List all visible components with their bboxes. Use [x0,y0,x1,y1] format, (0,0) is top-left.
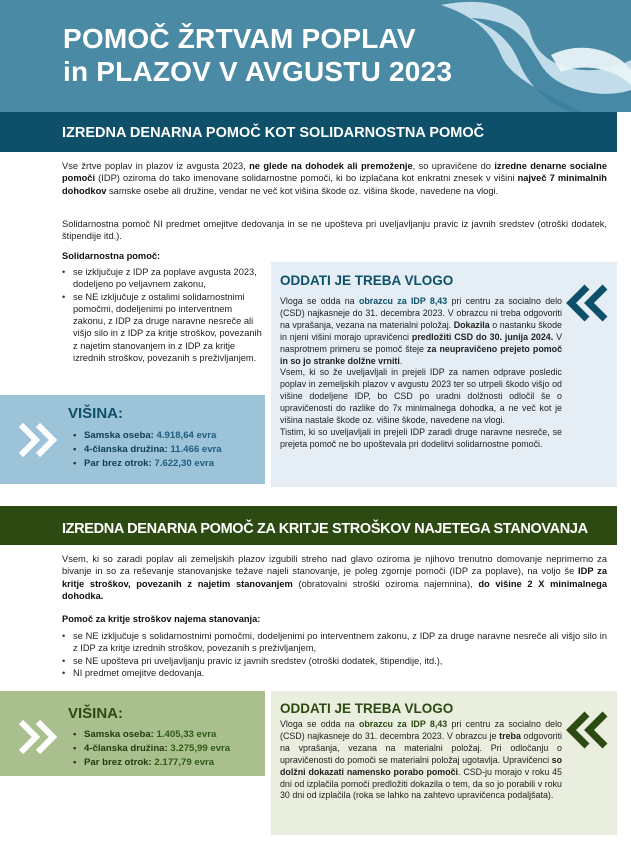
amount-label: 4-članska družina: [84,743,171,754]
list-item: • NI predmet omejitve dedovanja. [62,667,607,679]
text-bold: do višine 2 X minimalnega dohodka. [62,578,607,601]
double-chevron-right-icon [18,719,60,755]
amount-label: Samska oseba: [84,430,157,441]
text-span: o nastanku škode in njeni višini morajo upravičenci [280,319,562,342]
amount-value: 4.918,64 evra [156,430,217,441]
application-text [280,719,562,802]
list-heading-text: Pomoč za kritje stroškov najema stanovanja: [62,614,261,624]
amounts-list [73,728,230,770]
text-span: Vloga se odda na [280,719,359,729]
section1-heading-bar [0,112,617,152]
text-span: pri centru za socialno delo (CSD) najkasneje do 31. decembra 2023. V obrazcu je [280,719,562,741]
amount-value: 11.466 evra [170,444,222,455]
application-text [280,296,562,451]
amount-value: 2.177,79 evra [154,757,215,768]
section1-amounts-box [0,395,265,484]
text-span: odgovoriti na vprašanja, vezana na materialni položaj. Pri odločanju o upravičenosti do pomoči se materialni položaj ugotavlja. Upravičenci [280,730,563,765]
text-span: Vsem, ki so zaradi poplav ali zemeljskih plazov izgubili streho nad glavo oziroma je njihovo trenutno domovanje neprimerno za bivanje in so za reševanje stanovanjske težave najeli stanovanje, je poleg zgornje pomoči (IDP za poplave), na voljo še [62,554,607,577]
amount-value: 1.405,33 evra [156,729,217,740]
section2-title: IZREDNA DENARNA POMOČ ZA KRITJE STROŠKOV NAJETEGA STANOVANJA [62,521,588,537]
text-span: , so upravičene do [412,161,495,171]
amount-value: 3.275,99 evra [170,743,231,754]
text-bold: za neupravičeno prejeto pomoč in so jo stranke dolžne vrniti [280,343,563,366]
amount-label: Par brez otrok: [84,757,155,768]
text-span: . CSD-ju morajo v roku 45 dni od izplačila pomoči predložiti dokazila o tem, da so jo porabili v roku 30 dni od izplačila (roka se lahko na zahtevo upravičenca podaljšata). [280,766,562,801]
text-span: (IDP) oziroma do tako imenovane solidarnostne pomoči, ki bo izplačana kot enkratni znesek v višini [95,173,518,184]
application-heading: ODDATI JE TREBA VLOGO [280,273,454,288]
section2-bullet-list [62,630,607,679]
list-item: • se NE upošteva pri uveljavljanju pravic iz javnih sredstev (otroški dodatek, štipendije, itd.), [62,655,607,667]
section1-bullet-list [62,266,262,364]
text-span: Vsem, ki so že uveljavljali in prejeli IDP za namen odprave posledic poplav in zemeljskih plazov v avgustu 2023 ter so utrpeli škodo višjo od višine dodeljene IDP, bo CSD po uradni dolžnosti odločil še o upravičenosti do razlike do 7x minimalnega dohodka, a ne več kot je višina nastale škode oz. višine škode, navedene na vlogi. [280,367,562,426]
text-span: (obratovalni stroški oziroma najemnina), [292,578,479,589]
application-heading: ODDATI JE TREBA VLOGO [280,701,454,716]
section2-heading-bar [0,506,617,545]
amounts-list [73,429,222,471]
text-bold: ne glede na dohodek ali premoženje [249,161,413,171]
amount-label: Samska oseba: [84,729,157,740]
text-bold: so dolžni dokazati namensko porabo pomoči [280,754,562,777]
hands-logo-icon [431,0,631,112]
section1-title: IZREDNA DENARNA POMOČ KOT SOLIDARNOSTNA POMOČ [62,125,485,141]
section2-application-box [271,691,617,835]
text-bold: Dokazila [453,319,490,330]
text-span: samske osebe ali družine, vendar ne več kot višina škode oz. višina škode, navedene na vlogi. [106,185,499,196]
amount-row-single [73,728,230,742]
double-chevron-left-icon [565,284,609,322]
section1-paragraph-2: Solidarnostna pomoč NI predmet omejitve dedovanja in se ne upošteva pri uveljavljanju pravic iz javnih sredstev (otroški dodatek, štipendije itd.). [62,219,607,242]
list-item: • se NE izključuje z ostalimi solidarnostnimi pomočmi, dodeljenimi po interventnem zakonu, z IDP za druge naravne nesreče ali višjo silo in z IDP za kritje stroškov, povezanih z najetim stanovanjem in z IDP za kritje izrednih stroškov, povezanih s preživljanjem. [62,291,262,365]
section1-application-box [271,262,617,487]
text-bold: IDP za kritje stroškov, povezanih z najetim stanovanjem [62,566,607,589]
amounts-heading: VIŠINA: [68,405,124,422]
text-bold: izredne denarne socialne pomoči [62,161,607,184]
section1-list-heading [62,250,262,262]
text-bold: največ 7 minimalnih dohodkov [62,173,607,196]
list-item: • se izključuje z IDP za poplave avgusta 2023, dodeljeno po veljavnem zakonu, [62,266,262,291]
amount-value: 7.622,30 evra [154,458,215,469]
form-reference: obrazcu za IDP 8,43 [358,296,448,306]
section2-amounts-box [0,691,265,776]
section2-list-heading [62,613,607,625]
double-chevron-right-icon [18,422,60,458]
text-span: pri centru za socialno delo (CSD) najkasneje do 31. decembra 2023. V obrazcu ni treba odgovoriti na vprašanja, vezana na materialni položaj. [280,296,562,330]
text-span: Vloga se odda na [280,296,359,306]
text-bold: treba [499,730,521,741]
amount-label: Par brez otrok: [84,458,155,469]
header-banner [0,0,631,112]
amount-row-couple [73,457,222,471]
text-bold: predložiti CSD do 30. junija 2024. [411,331,554,342]
text-span: V nasprotnem primeru se pomoč šteje [280,331,563,354]
amount-row-single [73,429,222,443]
form-reference: obrazcu za IDP 8,43 [358,719,448,729]
list-heading-text: Solidarnostna pomoč: [62,251,161,261]
text-span: Vse žrtve poplav in plazov iz avgusta 2023, [62,161,250,171]
amount-row-couple [73,756,230,770]
amount-row-family [73,742,230,756]
amount-label: 4-članska družina: [84,444,171,455]
section1-paragraph-1 [62,160,607,197]
page-title [63,22,452,88]
text-span: . [399,355,403,366]
title-line-1: POMOČ ŽRTVAM POPLAV [63,23,416,54]
list-item: • se NE izključuje s solidarnostnimi pomočmi, dodeljenimi po interventnem zakonu, z IDP za druge naravne nesreče ali višjo silo in z IDP za kritje izrednih stroškov, povezanih s preživljanjem, [62,630,607,655]
double-chevron-left-icon [565,711,609,749]
amounts-heading: VIŠINA: [68,705,124,722]
text-span: Tistim, ki so uveljavljali in prejeli IDP zaradi druge naravne nesreče, se prejeta pomoč ne bo upoštevala pri dodelitvi solidarnostne pomoči. [280,426,562,449]
amount-row-family [73,443,222,457]
section2-paragraph-1 [62,553,607,602]
title-line-2: in PLAZOV V AVGUSTU 2023 [63,56,453,87]
